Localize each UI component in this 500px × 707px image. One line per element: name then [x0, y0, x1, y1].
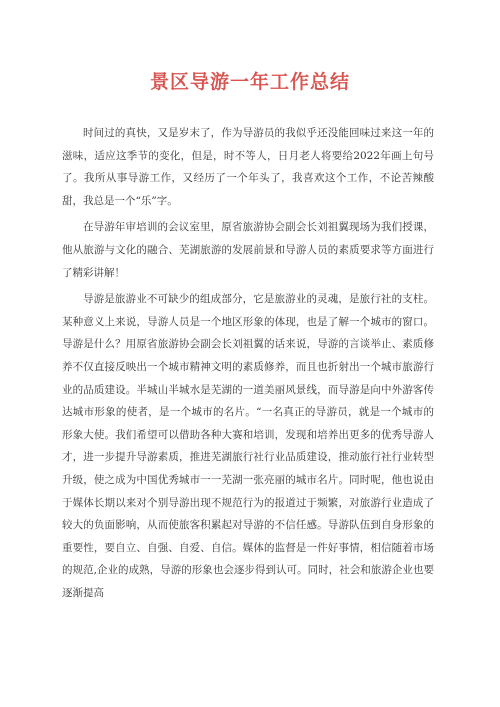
paragraph-3: 导游是旅游业不可缺少的组成部分，它是旅游业的灵魂，是旅行社的支柱。某种意义上来说，导游人员是一个地区形象的体现，也是了解一个城市的窗口。导游是什么？用原省旅游协会副会长刘祖翼的话来说，导游的言谈举止、素质修养不仅直接反映出一个城市精神文明的素质修养，而且也折射出一个城市旅游行业的品质建设。半城山半城水是芜湖的一道美丽风景线，而导游是向中外游客传达城市形象的使者，是一个城市的名片。“一名真正的导游员，就是一个城市的形象大使。我们希望可以借助各种大赛和培训，发现和培养出更多的优秀导游人才，进一步提升导游素质，推进芜湖旅行社行业品质建设，推动旅行社行业转型升级，使之成为中国优秀城市一一芜湖一张亮丽的城市名片。同时呢，他也说由于媒体长期以来对个别导游出现不规范行为的报道过于频繁，对旅游行业造成了较大的负面影响，从而使旅客积累起对导游的不信任感。导游队伍到自身形象的重要性，要自立、自强、自爱、自信。媒体的监督是一件好事情，相信随着市场的规范,企业的成熟，导游的形象也会逐步得到认可。同时，社会和旅游企业也要逐渐提高: [62, 293, 434, 599]
document-title: 景区导游一年工作总结: [149, 71, 350, 93]
document-body: [62, 122, 434, 608]
paragraph-2: 在导游年审培训的会议室里，原省旅游协会副会长刘祖翼现场为我们授课，他从旅游与文化的融合、芜湖旅游的发展前景和导游人员的素质要求等方面进行了精彩讲解！: [62, 221, 434, 279]
paragraph-1: 时间过的真快，又是岁末了，作为导游员的我似乎还没能回味过来这一年的滋味，适应这季节的变化，但是，时不等人，日月老人将要给2022年画上句号了。我所从事导游工作，又经历了一个年头了，我喜欢这个工作，不论苦辣酸甜，我总是一个“乐”字。: [62, 127, 434, 207]
